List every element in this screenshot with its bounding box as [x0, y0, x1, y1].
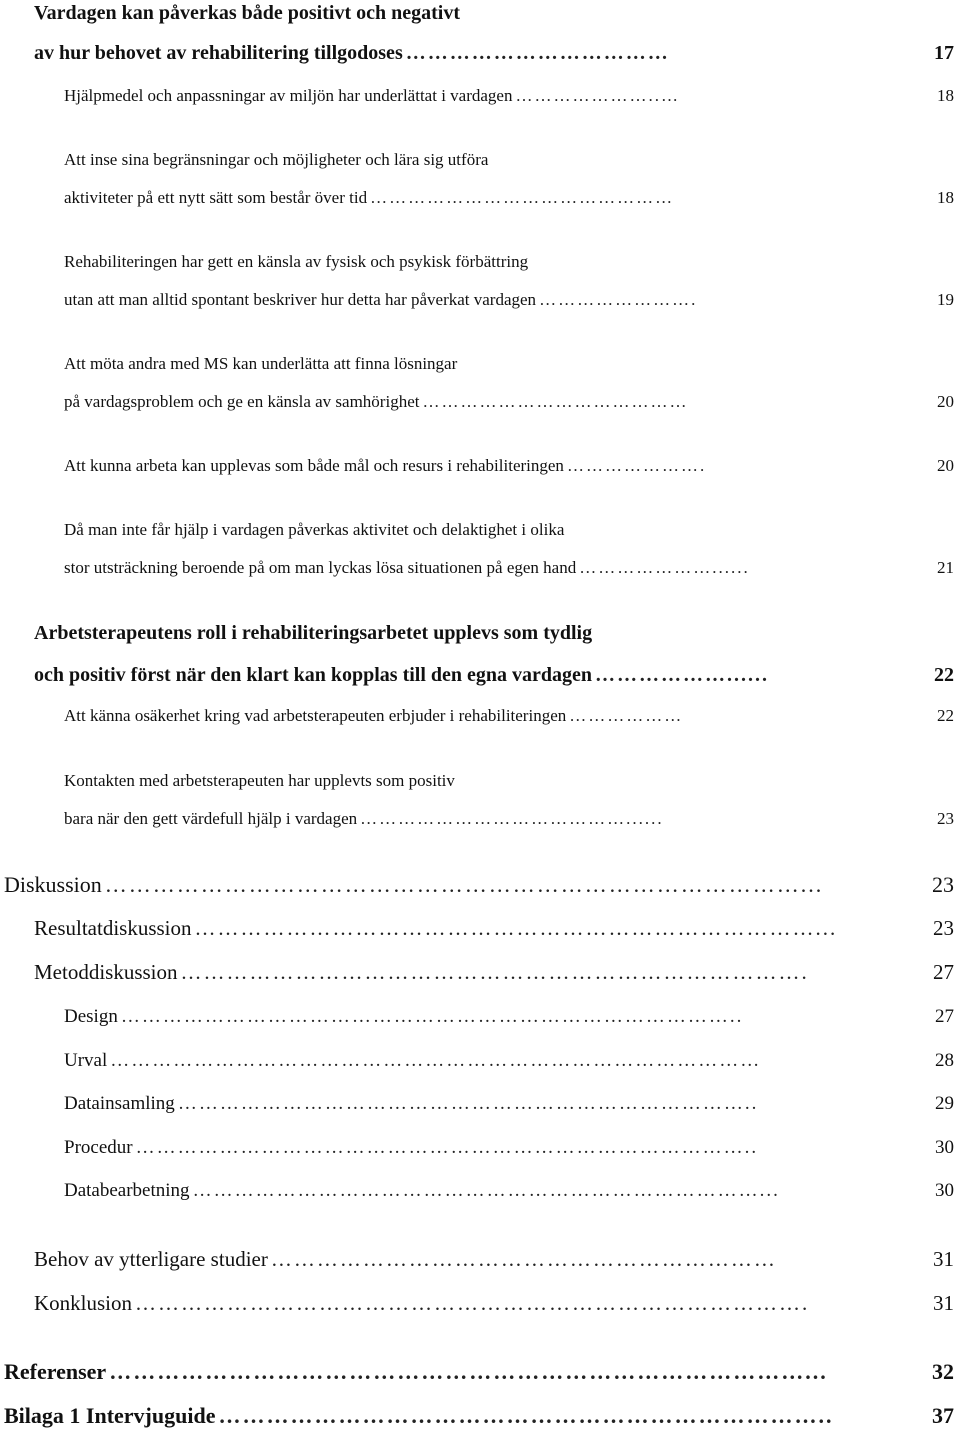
toc-leader: …………………..… [515, 86, 680, 105]
toc-entry-2[interactable] [64, 86, 954, 106]
toc-entry-diskussion[interactable] [4, 872, 954, 898]
toc-leader: …………………. [566, 456, 707, 475]
toc-page-number: 27 [933, 960, 954, 984]
toc-page-number: 32 [932, 1359, 954, 1384]
toc-leader: ……………………………………...... [360, 809, 664, 828]
toc-leader: ………………………………………………………………………... [192, 1180, 780, 1201]
toc-page-number: 23 [937, 809, 954, 828]
toc-entry-9-title: Att känna osäkerhet kring vad arbetsterapeuten erbjuder i rehabiliteringen [64, 706, 567, 725]
toc-page-number: 22 [934, 664, 954, 686]
toc-leader: …………………………………………………………………………….. [135, 1137, 759, 1158]
toc-leader: …………………………………… [422, 392, 689, 411]
toc-entry-behov[interactable] [34, 1247, 954, 1272]
toc-entry-10-line1: Kontakten med arbetsterapeuten har upplevts som positiv [64, 771, 455, 790]
toc-entry-8-line2: och positiv först när den klart kan kopplas till den egna vardagen [34, 664, 593, 686]
toc-page-number: 31 [933, 1291, 954, 1315]
toc-entry-4-line1: Rehabiliteringen har gett en känsla av fysisk och psykisk förbättring [64, 252, 529, 271]
toc-page-number: 17 [934, 42, 954, 64]
toc-entry-5-line2: på vardagsproblem och ge en känsla av samhörighet [64, 392, 420, 411]
toc-entry-4[interactable] [64, 290, 954, 310]
toc-page-number: 22 [937, 706, 954, 725]
toc-page-number: 20 [937, 456, 954, 475]
toc-leader: ………………...... [595, 664, 770, 686]
toc-entry-8[interactable] [34, 664, 954, 687]
toc-entry-3-line1: Att inse sina begränsningar och möjligheter och lära sig utföra [64, 150, 489, 169]
toc-entry-databearbetning[interactable] [64, 1180, 954, 1202]
toc-leader: ………………………………………………………………………………… [110, 1050, 762, 1071]
toc-page-number: 20 [937, 392, 954, 411]
toc-entry-bilaga[interactable] [4, 1403, 954, 1429]
toc-page-number: 27 [935, 1006, 954, 1027]
toc-page-number: 19 [937, 290, 954, 309]
toc-leader: ………………………………………………………………………. [180, 960, 809, 984]
toc-page-number: 18 [937, 188, 954, 207]
toc-entry-9[interactable] [64, 706, 954, 726]
toc-entry-7[interactable] [64, 558, 954, 578]
toc-page-number: 18 [937, 86, 954, 105]
toc-entry-6-title: Att kunna arbeta kan upplevas som både mål och resurs i rehabiliteringen [64, 456, 564, 475]
toc-entry-6[interactable] [64, 456, 954, 476]
toc-entry-referenser[interactable] [4, 1359, 954, 1385]
toc-entry-1-line1: Vardagen kan påverkas både positivt och negativt [34, 2, 460, 24]
toc-entry-title: Datainsamling [64, 1093, 175, 1114]
toc-entry-2-title: Hjälpmedel och anpassningar av miljön har underlättat i vardagen [64, 86, 513, 105]
toc-entry-title: Konklusion [34, 1291, 133, 1315]
toc-leader: ………………………………………………………………………... [194, 916, 838, 940]
toc-entry-title: Behov av ytterligare studier [34, 1247, 268, 1271]
toc-entry-1-line2: av hur behovet av rehabilitering tillgodoses [34, 42, 403, 64]
toc-leader: ……………………………………………………………………………. [135, 1291, 810, 1315]
toc-page-number: 23 [932, 872, 954, 897]
toc-leader: ………………………………………………………………….. [218, 1403, 834, 1428]
toc-entry-title: Referenser [4, 1359, 107, 1384]
toc-page-number: 23 [933, 916, 954, 940]
toc-leader: ……………………………………………………………………….. [177, 1093, 759, 1114]
toc-leader: ………………………………………… [370, 188, 675, 207]
toc-leader: …………………………………………………………………………….. [120, 1006, 744, 1027]
toc-page-number: 21 [937, 558, 954, 577]
toc-entry-title: Databearbetning [64, 1180, 190, 1201]
toc-entry-title: Metoddiskussion [34, 960, 178, 984]
toc-entry-10[interactable] [64, 809, 954, 829]
toc-page-number: 30 [935, 1137, 954, 1158]
toc-entry-title: Urval [64, 1050, 108, 1071]
toc-entry-title: Resultatdiskussion [34, 916, 192, 940]
toc-entry-7-line1: Då man inte får hjälp i vardagen påverkas aktivitet och delaktighet i olika [64, 520, 565, 539]
toc-entry-title: Design [64, 1006, 118, 1027]
toc-entry-resultatdiskussion[interactable] [34, 916, 954, 941]
toc-entry-title: Procedur [64, 1137, 133, 1158]
toc-page-number: 29 [935, 1093, 954, 1114]
toc-entry-procedur[interactable] [64, 1137, 954, 1159]
toc-leader: ………………………………………………………… [270, 1247, 777, 1271]
toc-entry-5[interactable] [64, 392, 954, 412]
toc-leader: ……………………………………………………………………………... [109, 1359, 828, 1384]
toc-entry-10-line2: bara när den gett värdefull hjälp i vardagen [64, 809, 358, 828]
toc-entry-metoddiskussion[interactable] [34, 960, 954, 985]
toc-page-number: 28 [935, 1050, 954, 1071]
toc-entry-urval[interactable] [64, 1050, 954, 1072]
toc-page-number: 30 [935, 1180, 954, 1201]
toc-entry-8-line1: Arbetsterapeutens roll i rehabiliteringsarbetet upplevs som tydlig [34, 622, 593, 644]
toc-entry-3[interactable] [64, 188, 954, 208]
toc-leader: ……………… [569, 706, 684, 725]
toc-entry-design[interactable] [64, 1006, 954, 1028]
toc-entry-4-line2: utan att man alltid spontant beskriver hur detta har påverkat vardagen [64, 290, 537, 309]
toc-entry-title: Bilaga 1 Intervjuguide [4, 1403, 216, 1428]
toc-leader: ……………………………………………………………………………... [104, 872, 824, 897]
toc-page-number: 37 [932, 1403, 954, 1428]
toc-leader: ……………………………… [405, 42, 670, 64]
toc-entry-5-line1: Att möta andra med MS kan underlätta att finna lösningar [64, 354, 458, 373]
toc-entry-datainsamling[interactable] [64, 1093, 954, 1115]
toc-entry-7-line2: stor utsträckning beroende på om man lyckas lösa situationen på egen hand [64, 558, 577, 577]
toc-entry-title: Diskussion [4, 872, 102, 897]
toc-page-number: 31 [933, 1247, 954, 1271]
toc-leader: …………………...... [579, 558, 750, 577]
toc-entry-konklusion[interactable] [34, 1291, 954, 1316]
toc-entry-3-line2: aktiviteter på ett nytt sätt som består över tid [64, 188, 368, 207]
toc-leader: ……………………. [539, 290, 698, 309]
toc-entry-1[interactable] [34, 42, 954, 65]
